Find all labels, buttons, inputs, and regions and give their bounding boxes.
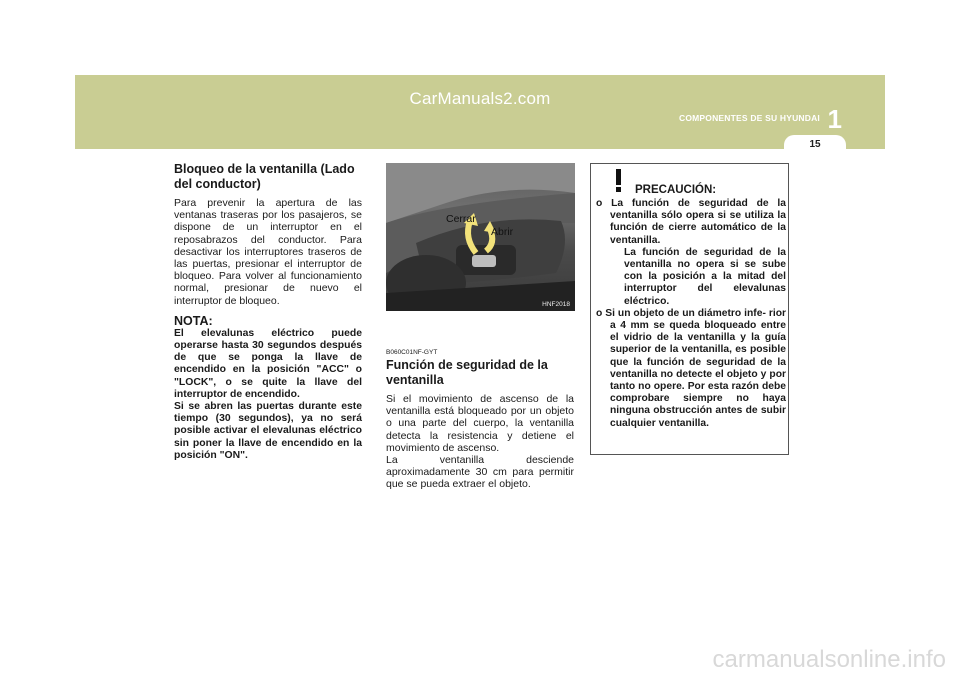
note-paragraph: El elevalunas eléctrico puede operarse hasta 30 segundos después de que se ponga la llave de encendido en la posición "ACC" o "LOCK", o se quite la llave del interruptor de encendido. bbox=[174, 327, 362, 400]
bullet-marker: o bbox=[596, 307, 603, 319]
warning-icon bbox=[604, 167, 634, 193]
caution-item-text: La función de seguridad de la ventanilla no opera si se sube con la posición a la mitad del interruptor del elevalunas eléctrico. bbox=[624, 246, 786, 307]
note-label: NOTA: bbox=[174, 313, 213, 328]
caution-title: PRECAUCIÓN: bbox=[635, 184, 717, 196]
caution-list bbox=[596, 198, 786, 430]
caution-item-text: Si un objeto de un diámetro infe- rior a 4 mm se queda bloqueado entre el vidrio de la ventanilla y la guía superior de la ventanilla, es posible que la función de seguridad de la ventanilla no detecte el objeto y por tanto no opere. Por esta razón debe comprobare siempre no haya ninguna obstrucción antes de subir cualquier ventanilla. bbox=[605, 307, 786, 429]
door-panel-illustration bbox=[386, 163, 575, 311]
open-label: Abrir bbox=[491, 226, 514, 238]
note-paragraph: Si se abren las puertas durante este tiempo (30 segundos), ya no será posible activar el elevalunas eléctrico sin poner la llave de encendido en la posición "ON". bbox=[174, 401, 362, 461]
left-column bbox=[174, 162, 362, 462]
window-lock-body: Para prevenir la apertura de las ventanas traseras por los pasajeros, se dispone de un interruptor en el reposabrazos del conductor. Para desactivar los interruptores traseros de las puertas, presionar el interruptor de bloqueo. Para volver al funcionamiento normal, presionar de nuevo el interruptor de bloqueo. bbox=[174, 197, 362, 307]
section-code: B060C01NF-GYT bbox=[386, 349, 438, 356]
watermark[interactable]: carmanualsonline.info bbox=[712, 646, 946, 673]
caution-item bbox=[596, 198, 786, 308]
site-logo[interactable]: CarManuals2.com bbox=[409, 89, 551, 108]
close-label: Cerrar bbox=[446, 213, 476, 225]
bullet-marker: o bbox=[596, 198, 603, 209]
safety-body: Si el movimiento de ascenso de la ventanilla está bloqueado por un objeto o una parte del cuerpo, la ventanilla detecta la resistencia y detiene el movimiento de ascenso. bbox=[386, 393, 574, 454]
chapter-number: 1 bbox=[827, 104, 842, 134]
header-band bbox=[75, 75, 885, 149]
middle-column bbox=[386, 349, 574, 491]
page-number: 15 bbox=[784, 135, 846, 155]
section-title: COMPONENTES DE SU HYUNDAI bbox=[678, 113, 820, 123]
caution-item-text: La función de seguridad de la ventanilla sólo opera si se utiliza la función de cierre automático de la ventanilla. bbox=[610, 198, 786, 246]
note-text bbox=[174, 328, 362, 462]
figure-code: HNF2018 bbox=[542, 301, 570, 308]
safety-body: La ventanilla desciende aproximadamente 30 cm para permitir que se pueda extraer el objeto. bbox=[386, 454, 574, 491]
caution-item bbox=[596, 308, 786, 430]
door-switch-photo bbox=[386, 163, 575, 311]
window-lock-heading: Bloqueo de la ventanilla (Lado del conductor) bbox=[174, 162, 355, 191]
safety-heading: Función de seguridad de la ventanilla bbox=[386, 358, 548, 387]
